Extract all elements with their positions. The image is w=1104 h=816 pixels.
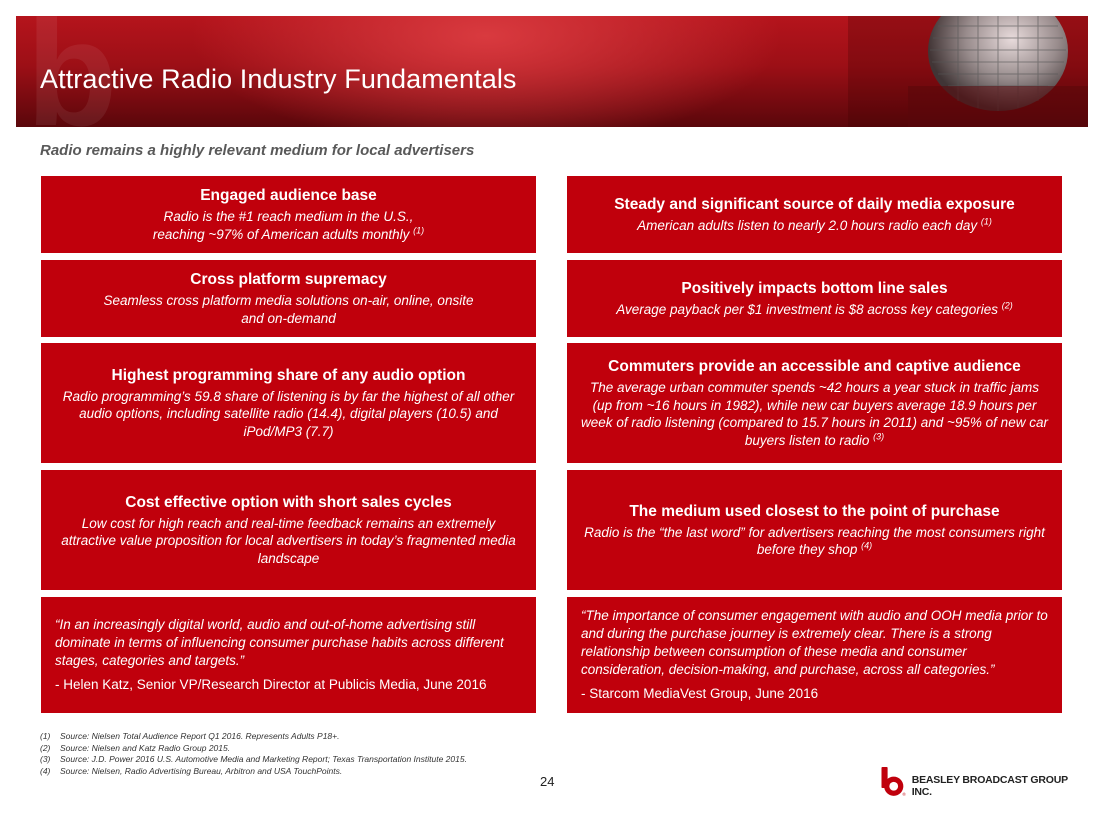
box-text [153,208,424,243]
box-engaged-audience [41,176,536,253]
box-text: Low cost for high reach and real-time feedback remains an extremely attractive value proposition for local advertisers in today’s fragmented media landscape [61,515,516,566]
box-text: Radio programming’s 59.8 share of listening is by far the highest of all other audio options, including satellite radio (14.4), digital players (10.5) and iPod/MP3 (7.7) [62,388,515,439]
footnote-number: (3) [40,754,51,764]
box-text [581,379,1048,449]
header-banner [16,16,1088,127]
box-cross-platform [41,260,536,337]
section-subtitle: Radio remains a highly relevant medium for local advertisers [40,142,475,159]
box-text [581,524,1048,559]
footnote-item [40,766,467,778]
box-text-line: Average payback per $1 investment is $8 across key categories [616,301,998,317]
footnote-ref: (2) [1001,300,1013,311]
footnote-ref: (1) [980,216,992,227]
box-steady-source [567,176,1062,253]
footnote-text: Source: Nielsen Total Audience Report Q1 2016. Represents Adults P18+. [60,731,340,741]
footnote-ref: (3) [873,431,885,441]
box-text [104,292,474,327]
quote-attribution: - Starcom MediaVest Group, June 2016 [581,686,819,701]
box-point-of-purchase [567,470,1062,590]
box-text-line: reaching ~97% of American adults monthly [152,226,410,242]
page-title: Attractive Radio Industry Fundamentals [40,64,517,94]
watermark-b-icon: b [26,16,118,127]
box-positive-impact [567,260,1062,337]
quote-text: “The importance of consumer engagement with audio and OOH media prior to and during the purchase journey is extremely clear. There is a strong relationship between consumption of these media and consumer consideration, decision-making, and purchase, across all categories.” [581,608,1048,677]
beasley-b-logo-icon [878,763,908,799]
box-heading: Steady and significant source of daily media exposure [614,195,1015,213]
footnote-number: (4) [40,765,51,776]
footnote-text: Source: J.D. Power 2016 U.S. Automotive Media and Marketing Report; Texas Transportation Institute 2015. [60,754,467,764]
footnote-number: (1) [40,731,51,741]
footnotes [40,731,467,777]
box-cost-effective [41,470,536,590]
box-text-line: American adults listen to nearly 2.0 hours radio each day [637,217,978,233]
box-heading: Highest programming share of any audio option [111,366,466,384]
footnote-item [40,754,467,766]
brand-name: BEASLEY BROADCAST GROUP INC. [911,774,1068,798]
box-heading: Commuters provide an accessible and captive audience [608,358,1021,375]
box-text [616,301,1012,319]
box-heading: Engaged audience base [200,187,377,204]
quote-right [567,597,1062,713]
footnote-ref: (1) [413,225,425,235]
microphone-icon [848,16,1088,127]
box-text-line: Radio is the “the last word” for advertisers reaching the most consumers right before they shop [584,524,1045,557]
footnote-number: (2) [40,742,51,753]
box-text-line: and on-demand [241,310,336,326]
footnote-item [40,743,467,755]
box-heading: The medium used closest to the point of purchase [629,502,1000,520]
brand-logo [878,762,1068,800]
page-number: 24 [540,774,555,789]
footnote-ref: (4) [861,540,873,551]
box-commuters [567,343,1062,463]
footnote-text: Source: Nielsen, Radio Advertising Bureau, Arbitron and USA TouchPoints. [60,765,343,776]
box-text [637,217,992,235]
quote-left [41,597,536,713]
box-heading: Cost effective option with short sales cycles [125,493,452,511]
quote-attribution: - Helen Katz, Senior VP/Research Director at Publicis Media, June 2016 [55,677,487,692]
box-heading: Cross platform supremacy [190,271,387,288]
box-text-line: The average urban commuter spends ~42 hours a year stuck in traffic jams (up from ~16 hours in 1982), while new car buyers average 18.9 hours per week of radio listening (compared to 15.7 hours in 2011) and ~95% of new car buyers listen to radio [581,380,1048,448]
box-text-line: Radio is the #1 reach medium in the U.S., [163,209,414,224]
box-heading: Positively impacts bottom line sales [681,279,948,297]
svg-text:®: ® [902,791,906,797]
box-highest-programming [41,343,536,463]
footnote-text: Source: Nielsen and Katz Radio Group 2015. [60,742,231,753]
quote-text: “In an increasingly digital world, audio and out-of-home advertising still dominate in terms of influencing consumer purchase habits across different stages, categories and targets.” [55,617,504,668]
footnote-item [40,731,467,743]
box-text-line: Seamless cross platform media solutions on-air, online, onsite [103,293,474,308]
